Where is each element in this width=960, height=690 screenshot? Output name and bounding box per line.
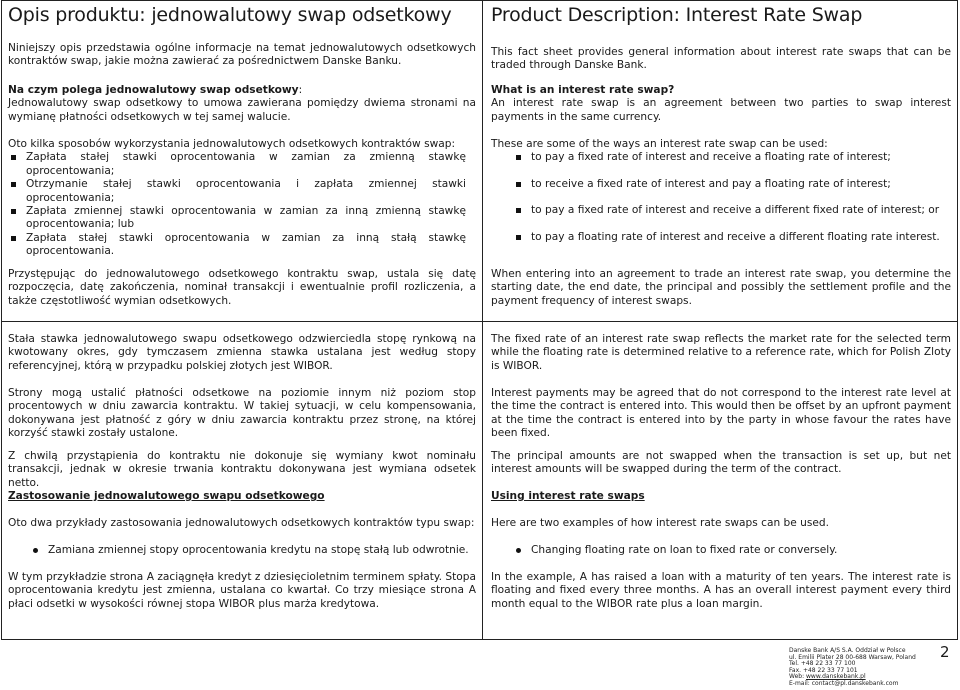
en-entering: When entering into an agreement to trade an interest rate swap, you determine the starting date, the end date, the principal and possibly the settlement profile and the payment frequency of interest swaps. xyxy=(491,268,951,307)
en-ways-section xyxy=(491,138,951,244)
pl-example: W tym przykładzie strona A zaciągnęła kredyt z dziesięcioletnim terminem spłaty. Stopa oprocentowania kredytu jest zmienna, ustalana co kwartał. Co trzy miesiące strona A płaci odsetki w wysokości równej stopa WIBOR plus marża kredytowa. xyxy=(8,571,476,610)
en-example: In the example, A has raised a loan with a maturity of ten years. The interest rate is floating and fixed every three months. A has an overall interest payment every third month equal to the WIBOR rate plus a loan margin. xyxy=(491,571,951,610)
pl-what-heading: Na czym polega jednowalutowy swap odsetkowy xyxy=(8,84,299,96)
en-examples-intro: Here are two examples of how interest rate swaps can be used. xyxy=(491,517,829,529)
pl-ways-section xyxy=(8,138,476,259)
footer-fax: Fax. +48 22 33 77 101 xyxy=(789,666,858,674)
list-item: Zapłata stałej stawki oprocentowania w zamian za inną stałą stawkę oprocentowania. xyxy=(8,232,466,259)
list-item: Zapłata zmiennej stawki oprocentowania w zamian za inną zmienną stawkę oprocentowania; lub xyxy=(8,205,466,232)
pl-title: Opis produktu: jednowalutowy swap odsetkowy xyxy=(8,4,452,26)
list-item: Changing floating rate on loan to fixed rate or conversely. xyxy=(513,544,951,557)
page-number: 2 xyxy=(940,643,950,661)
list-item: Otrzymanie stałej stawki oprocentowania i zapłata zmiennej stawki oprocentowania; xyxy=(8,178,466,205)
list-item: to receive a fixed rate of interest and pay a floating rate of interest; xyxy=(513,178,951,191)
pl-level: Strony mogą ustalić płatności odsetkowe na poziomie innym niż poziom stop procentowych w dniu zawarcia kontraktu. W takiej sytuacji, w celu kompensowania, dokonywana jest płatność z góry w dniu zawarcia kontraktu przez stronę, na której korzyść stawki zostały ustalone. xyxy=(8,387,476,440)
list-item: Zapłata stałej stawki oprocentowania w zamian za zmienną stawkę oprocentowania; xyxy=(8,151,466,178)
en-using-heading: Using interest rate swaps xyxy=(491,490,645,502)
pl-principal: Z chwilą przystąpienia do kontraktu nie dokonuje się wymiany kwot nominału transakcji, jednak w okresie trwania kontraktu dokonywana jest wymiana odsetek netto. xyxy=(8,450,476,489)
list-item: to pay a fixed rate of interest and receive a floating rate of interest; xyxy=(513,151,951,164)
en-intro: This fact sheet provides general information about interest rate swaps that can be traded through Danske Bank. xyxy=(491,46,951,72)
en-ways-intro: These are some of the ways an interest rate swap can be used: xyxy=(491,138,828,150)
en-example-bullet xyxy=(491,544,951,557)
pl-examples-intro: Oto dwa przykłady zastosowania jednowalutowych odsetkowych kontraktów typu swap: xyxy=(8,517,475,529)
pl-ways-intro: Oto kilka sposobów wykorzystania jednowalutowych odsetkowych kontraktów swap: xyxy=(8,138,456,150)
section-divider xyxy=(1,321,958,322)
pl-using-heading: Zastosowanie jednowalutowego swapu odsetkowego xyxy=(8,490,325,502)
en-what-text: An interest rate swap is an agreement between two parties to swap interest payments in the same currency. xyxy=(491,97,951,123)
pl-example-bullet xyxy=(8,544,476,557)
list-item: to pay a floating rate of interest and receive a different floating rate interest. xyxy=(513,231,951,244)
en-what-section xyxy=(491,84,951,124)
footer-contact: Danske Bank A/S S.A. Oddział w Polsce ul. Emilii Plater 28 00-688 Warsaw, Poland Tel. +48 22 33 77 100 Fax. +48 22 33 77 101 Web: www.danskebank.pl E-mail: contact@pl.danskebank.com xyxy=(789,647,916,687)
en-principal: The principal amounts are not swapped when the transaction is set up, but net interest amounts will be swapped during the term of the contract. xyxy=(491,450,951,476)
footer-address: ul. Emilii Plater 28 00-688 Warsaw, Poland xyxy=(789,653,916,661)
footer-web-link[interactable]: www.danskebank.pl xyxy=(806,673,866,681)
list-item: to pay a fixed rate of interest and receive a different fixed rate of interest; or xyxy=(513,204,951,217)
en-fixed-rate: The fixed rate of an interest rate swap reflects the market rate for the selected term while the floating rate is determined relative to a reference rate, which for Polish Zloty is WIBOR. xyxy=(491,333,951,372)
list-item: Zamiana zmiennej stopy oprocentowania kredytu na stopę stałą lub odwrotnie. xyxy=(30,544,476,557)
pl-intro: Niniejszy opis przedstawia ogólne informacje na temat jednowalutowych odsetkowych kontraktów swap, jakie można zawierać za pośrednictwem Danske Banku. xyxy=(8,42,476,68)
en-title: Product Description: Interest Rate Swap xyxy=(491,4,863,26)
pl-what-section: Na czym polega jednowalutowy swap odsetkowy: Jednowalutowy swap odsetkowy to umowa zawierana pomiędzy dwiema stronami na wymianę płatności odsetkowych w tej samej walucie. xyxy=(8,84,476,123)
en-what-heading: What is an interest rate swap? xyxy=(491,84,675,96)
footer-email: E-mail: contact@pl.danskebank.com xyxy=(789,679,899,687)
en-level: Interest payments may be agreed that do not correspond to the interest rate level at the time the contract is entered into. This would then be offset by an upfront payment at the time the contract is entered into by the party in whose favour the rates have been fixed. xyxy=(491,387,951,440)
pl-fixed-rate: Stała stawka jednowalutowego swapu odsetkowego odzwierciedla stopę rynkową na kwotowany okres, gdy tymczasem zmienna stawka ustalana jest według stopy referencyjnej, którą w przypadku polskiej złotych jest WIBOR. xyxy=(8,333,476,372)
pl-entering: Przystępując do jednowalutowego odsetkowego kontraktu swap, ustala się datę rozpoczęcia, datę zakończenia, nominał transakcji i ewentualnie profil rozliczenia, a także częstotliwość wymian odsetkowych. xyxy=(8,268,476,307)
footer-company: Danske Bank A/S S.A. Oddział w Polsce xyxy=(789,647,906,654)
column-divider xyxy=(482,0,483,640)
pl-what-text: Jednowalutowy swap odsetkowy to umowa zawierana pomiędzy dwiema stronami na wymianę płatności odsetkowych w tej samej walucie. xyxy=(8,97,476,123)
footer-tel: Tel. +48 22 33 77 100 xyxy=(789,660,856,668)
